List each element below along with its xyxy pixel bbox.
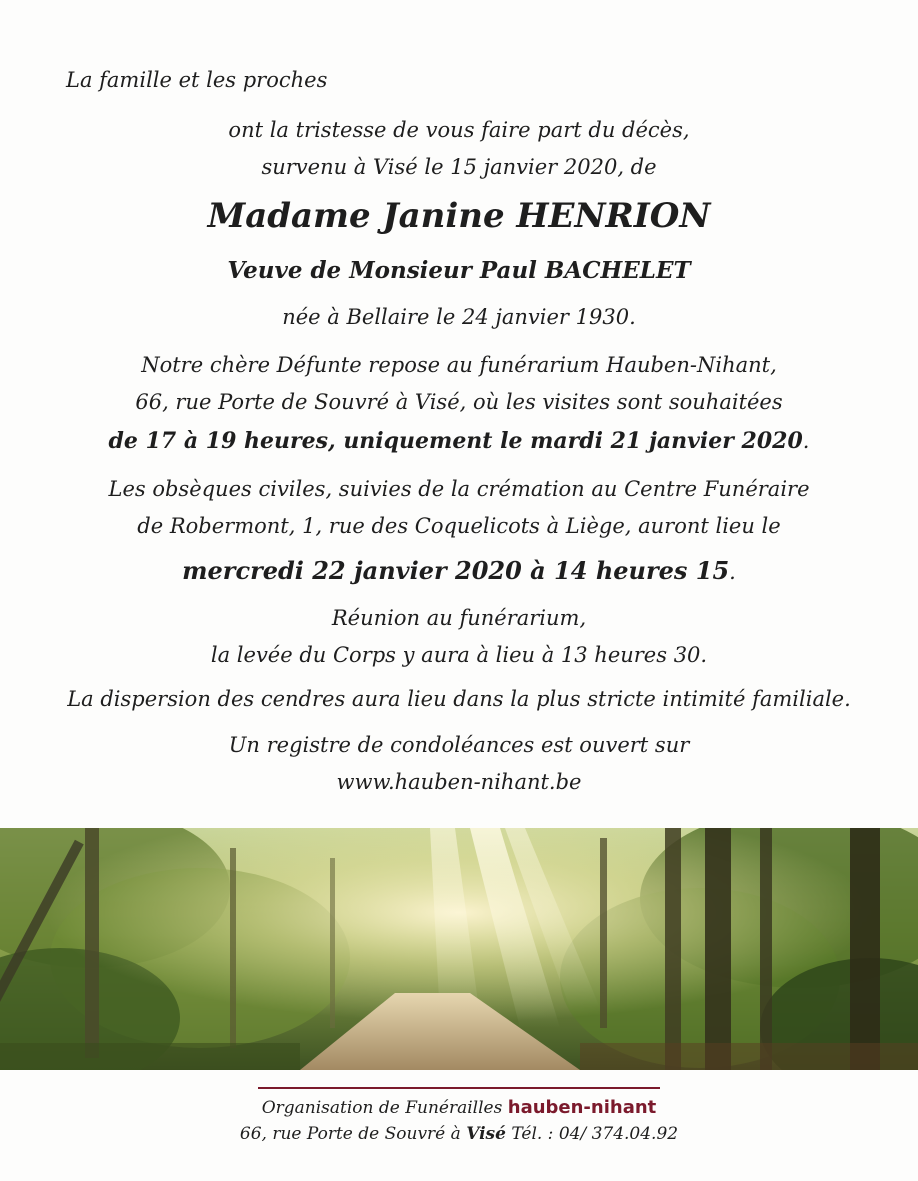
visit-hours xyxy=(0,428,918,454)
meeting-line-2: la levée du Corps y aura à lieu à 13 heures 30. xyxy=(210,643,708,667)
footer-divider xyxy=(258,1087,660,1089)
org-prefix: Organisation de Funérailles xyxy=(261,1098,503,1118)
funeral-date-dot: . xyxy=(729,560,736,584)
announcement-line-2: survenu à Visé le 15 janvier 2020, de xyxy=(261,155,657,179)
visit-hours-dot: . xyxy=(802,429,810,453)
rest-line-1: Notre chère Défunte repose au funérarium Hauben-Nihant, xyxy=(141,353,777,377)
address-prefix: 66, rue Porte de Souvré à xyxy=(239,1124,461,1144)
meeting-line-1: Réunion au funérarium, xyxy=(331,606,587,630)
register-line: Un registre de condoléances est ouvert sur xyxy=(228,733,690,757)
visit-hours-bold: de 17 à 19 heures, uniquement le mardi 21 janvier 2020 xyxy=(108,428,803,454)
widow-of: Veuve de Monsieur Paul BACHELET xyxy=(227,257,691,284)
funeral-date xyxy=(0,556,918,585)
intro-text: La famille et les proches xyxy=(66,68,328,92)
register-link[interactable]: www.hauben-nihant.be xyxy=(336,770,582,794)
funeral-date-bold: mercredi 22 janvier 2020 à 14 heures 15 xyxy=(182,556,730,585)
brand-logo: hauben-nihant xyxy=(507,1097,657,1118)
footer-address xyxy=(0,1124,918,1144)
forest-path-image xyxy=(0,828,918,1070)
footer-organisation xyxy=(0,1097,918,1118)
announcement-line-1: ont la tristesse de vous faire part du décès, xyxy=(228,118,690,142)
address-city: Visé xyxy=(466,1124,506,1144)
funeral-line-2: de Robermont, 1, rue des Coquelicots à Liège, auront lieu le xyxy=(137,514,781,538)
ashes-line: La dispersion des cendres aura lieu dans la plus stricte intimité familiale. xyxy=(67,687,851,711)
funeral-line-1: Les obsèques civiles, suivies de la crémation au Centre Funéraire xyxy=(108,477,810,501)
rest-line-2: 66, rue Porte de Souvré à Visé, où les visites sont souhaitées xyxy=(135,390,783,414)
phone-number: Tél. : 04/ 374.04.92 xyxy=(511,1124,679,1144)
deceased-name: Madame Janine HENRION xyxy=(207,196,711,236)
birth-info: née à Bellaire le 24 janvier 1930. xyxy=(282,305,636,329)
